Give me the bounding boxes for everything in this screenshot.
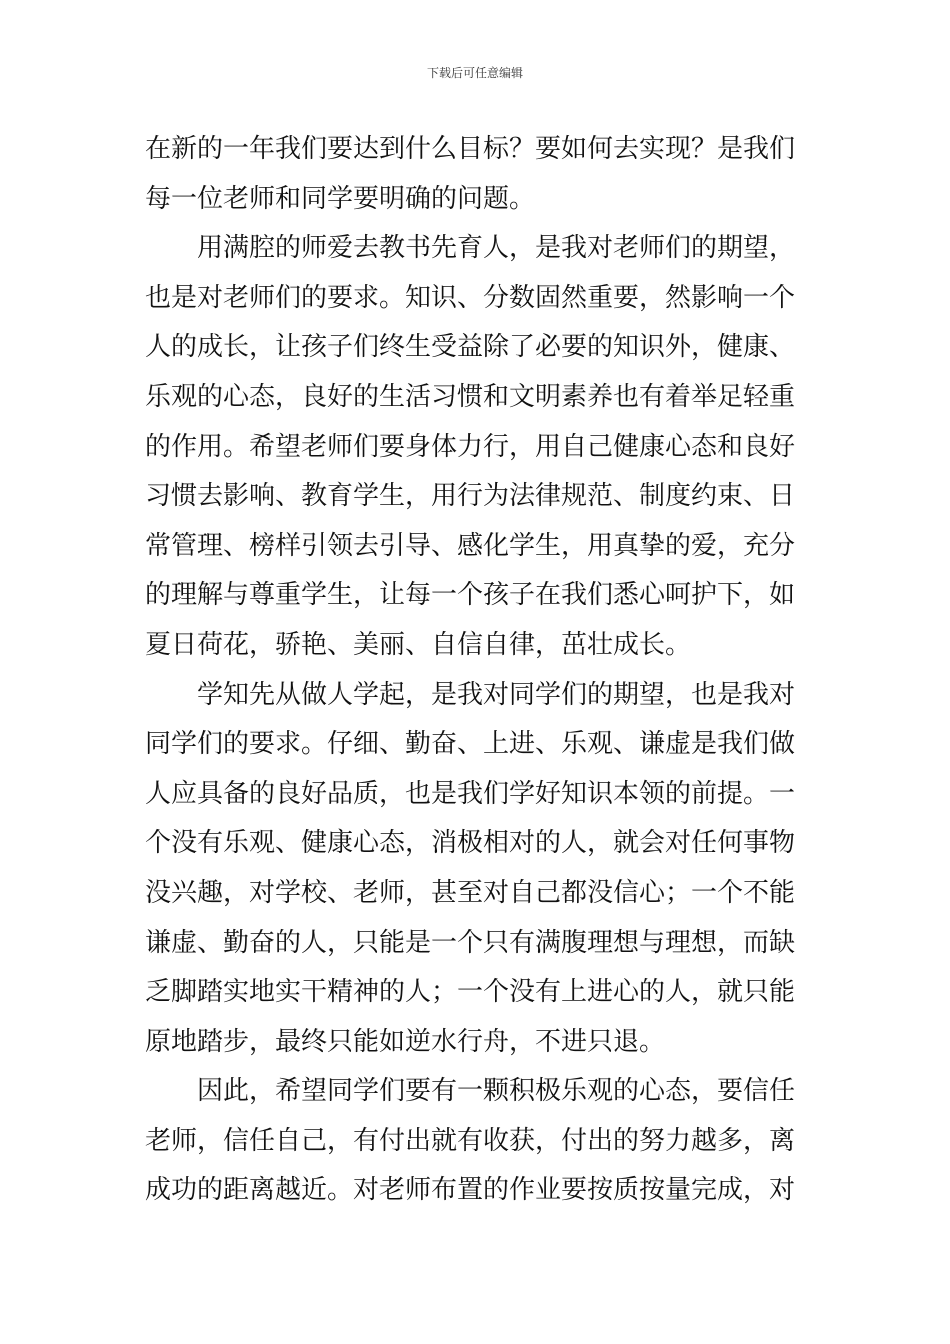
text-line: 原地踏步，最终只能如逆水行舟，不进只退。: [145, 1026, 666, 1057]
document-body: [145, 125, 817, 1216]
text-line: 夏日荷花，骄艳、美丽、自信自律，茁壮成长。: [145, 629, 692, 660]
text-line: 的理解与尊重学生，让每一个孩子在我们悉心呵护下，如: [145, 580, 796, 611]
paragraph-first-line: 用满腔的师爱去教书先育人，是我对老师们的期望，: [197, 233, 796, 264]
text-line: 个没有乐观、健康心态，消极相对的人，就会对任何事物: [145, 828, 796, 859]
text-line: 常管理、榜样引领去引导、感化学生，用真挚的爱，充分: [145, 530, 796, 561]
page-header: 下载后可任意编辑: [426, 66, 523, 80]
text-line: 人应具备的良好品质，也是我们学好知识本领的前提。一: [145, 778, 796, 809]
text-line: 同学们的要求。仔细、勤奋、上进、乐观、谦虚是我们做: [145, 729, 796, 760]
text-line: 没兴趣，对学校、老师，甚至对自己都没信心；一个不能: [145, 877, 796, 908]
text-line: 乐观的心态，良好的生活习惯和文明素养也有着举足轻重: [145, 381, 796, 412]
text-line: 老师，信任自己，有付出就有收获，付出的努力越多，离: [145, 1125, 796, 1156]
paragraph-first-line: 因此，希望同学们要有一颗积极乐观的心态，要信任: [197, 1076, 796, 1107]
text-line: 在新的一年我们要达到什么目标？要如何去实现？是我们: [145, 134, 796, 164]
paragraph-first-line: 学知先从做人学起，是我对同学们的期望，也是我对: [197, 679, 796, 710]
text-line: 习惯去影响、教育学生，用行为法律规范、制度约束、日: [145, 481, 796, 512]
text-line: 也是对老师们的要求。知识、分数固然重要，然影响一个: [145, 282, 796, 313]
text-line: 谦虚、勤奋的人，只能是一个只有满腹理想与理想，而缺: [145, 927, 796, 958]
text-line: 成功的距离越近。对老师布置的作业要按质按量完成，对: [145, 1175, 796, 1206]
text-line: 乏脚踏实地实干精神的人；一个没有上进心的人，就只能: [145, 977, 796, 1008]
text-line: 的作用。希望老师们要身体力行，用自己健康心态和良好: [145, 431, 796, 462]
text-line: 人的成长，让孩子们终生受益除了必要的知识外，健康、: [145, 332, 796, 363]
text-line: 每一位老师和同学要明确的问题。: [145, 183, 536, 214]
